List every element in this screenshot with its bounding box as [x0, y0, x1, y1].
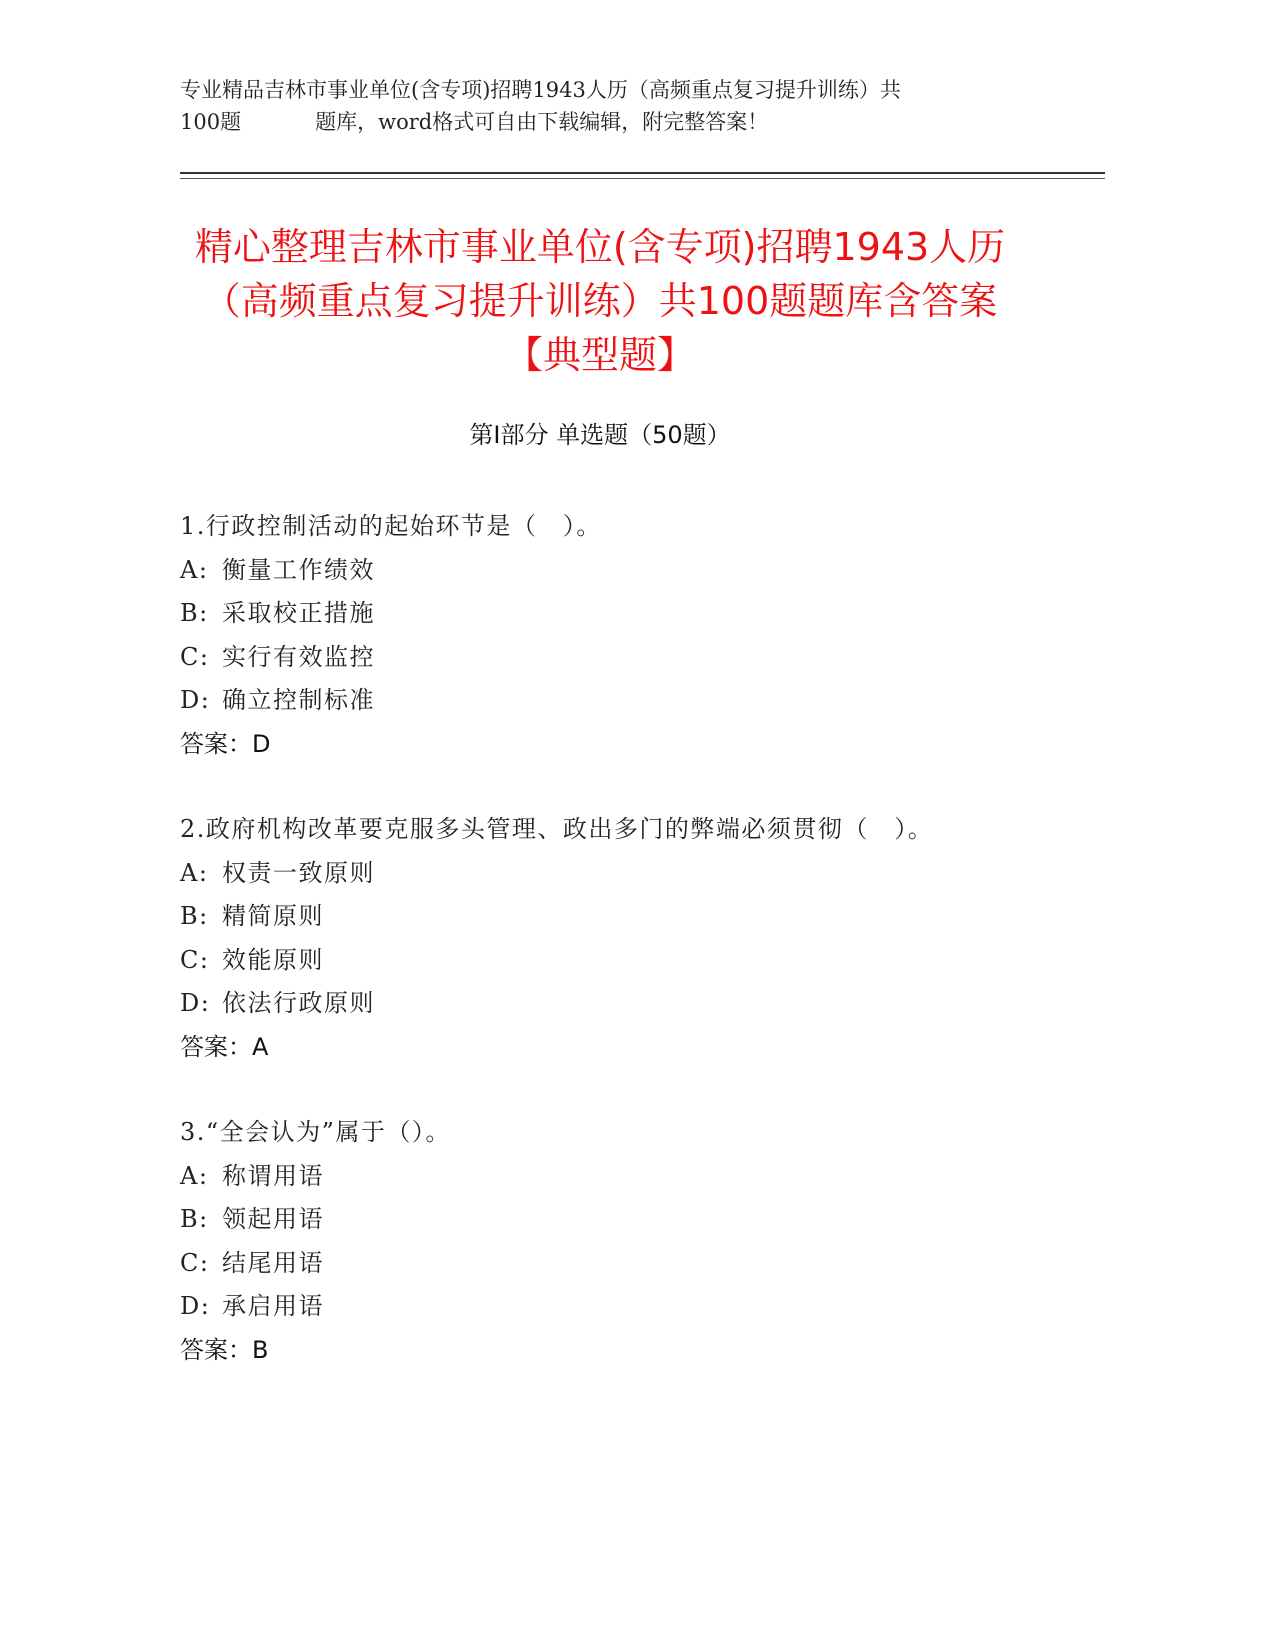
option-key: C:	[180, 945, 210, 974]
answer-label: 答案：	[180, 1032, 252, 1061]
option-a	[180, 852, 1100, 896]
header-divider-thick	[180, 172, 1105, 174]
option-text: 结尾用语	[222, 1248, 324, 1277]
option-key: B:	[180, 599, 209, 627]
question-stem: 1.行政控制活动的起始环节是（ ）。	[180, 512, 602, 540]
option-text: 权责一致原则	[222, 858, 375, 887]
option-key: C:	[180, 642, 210, 671]
option-key: A:	[180, 1161, 209, 1190]
answer-value: D	[252, 729, 271, 758]
header-divider-thin	[180, 178, 1105, 179]
answer-label: 答案：	[180, 1335, 252, 1364]
option-text: 实行有效监控	[222, 642, 375, 671]
option-a	[180, 1155, 1100, 1199]
question-item	[180, 808, 1100, 1069]
answer-label: 答案：	[180, 729, 252, 758]
option-text: 领起用语	[222, 1205, 324, 1233]
option-key: A:	[180, 555, 209, 584]
question-stem: 2.政府机构改革要克服多头管理、政出多门的弊端必须贯彻（ ）。	[180, 815, 934, 843]
option-c	[180, 1242, 1100, 1286]
answer-line	[180, 1026, 1100, 1070]
option-key: A:	[180, 858, 209, 887]
option-text: 承启用语	[222, 1292, 324, 1320]
answer-value: B	[252, 1335, 269, 1364]
option-d	[180, 1285, 1100, 1329]
header-description: 题库，word格式可自由下载编辑，附完整答案！	[315, 110, 769, 134]
question-item	[180, 505, 1100, 766]
option-key: D:	[180, 989, 211, 1017]
option-text: 衡量工作绩效	[222, 555, 375, 584]
option-key: C:	[180, 1248, 210, 1277]
question-list	[180, 505, 1100, 1414]
header-line-1: 专业精品吉林市事业单位(含专项)招聘1943人历（高频重点复习提升训练）共	[180, 78, 901, 102]
question-item	[180, 1111, 1100, 1372]
option-d	[180, 982, 1100, 1026]
option-text: 依法行政原则	[222, 989, 375, 1017]
section-heading: 第I部分 单选题（50题）	[469, 421, 731, 449]
header-question-count: 100题	[180, 110, 242, 134]
document-title: 精心整理吉林市事业单位(含专项)招聘1943人历（高频重点复习提升训练）共100题题库含答案【典型题】	[194, 225, 1006, 377]
question-stem: 3.“全会认为”属于（）。	[180, 1118, 451, 1146]
option-d	[180, 679, 1100, 723]
answer-line	[180, 1329, 1100, 1373]
option-c	[180, 636, 1100, 680]
option-text: 确立控制标准	[222, 686, 375, 714]
option-key: D:	[180, 686, 211, 714]
option-b	[180, 1198, 1100, 1242]
option-text: 称谓用语	[222, 1161, 324, 1190]
option-text: 效能原则	[222, 945, 324, 974]
option-b	[180, 895, 1100, 939]
document-header	[180, 74, 1140, 138]
option-c	[180, 939, 1100, 983]
answer-line	[180, 723, 1100, 767]
answer-value: A	[252, 1032, 269, 1061]
option-b	[180, 592, 1100, 636]
option-text: 精简原则	[222, 902, 324, 930]
option-key: B:	[180, 902, 209, 930]
option-text: 采取校正措施	[222, 599, 375, 627]
header-line-2	[180, 106, 1140, 138]
option-a	[180, 549, 1100, 593]
option-key: B:	[180, 1205, 209, 1233]
option-key: D:	[180, 1292, 211, 1320]
